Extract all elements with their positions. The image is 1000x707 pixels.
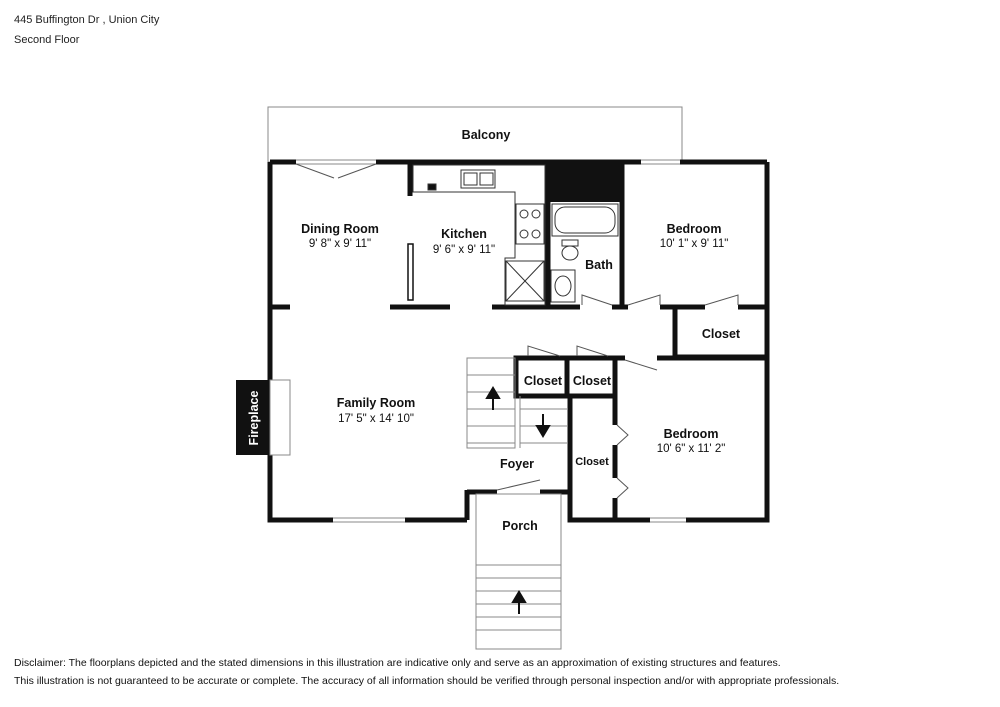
porch-arrow — [513, 592, 525, 614]
disclaimer-line-1: Disclaimer: The floorplans depicted and the stated dimensions in this illustration are indicative only and serve as an approximation of existing structures and features. — [14, 657, 781, 669]
bedroom2-dims: 10' 6" x 11' 2" — [656, 443, 726, 455]
closet-c-label: Closet — [575, 456, 609, 468]
bedroom2-label: Bedroom — [663, 427, 719, 441]
porch-label: Porch — [502, 519, 538, 533]
balcony-label: Balcony — [461, 128, 511, 142]
window-lines — [296, 160, 686, 522]
dining-dims: 9' 8" x 9' 11" — [308, 238, 372, 250]
hearth — [270, 380, 290, 455]
family-dims: 17' 5" x 14' 10" — [338, 413, 414, 425]
dining-label: Dining Room — [301, 222, 379, 236]
kitchen-dims: 9' 6" x 9' 11" — [432, 244, 496, 256]
disclaimer-line-2: This illustration is not guaranteed to be accurate or complete. The accuracy of all information should be verified through personal inspection and/or with appropriate professionals. — [14, 675, 840, 687]
family-label: Family Room — [336, 396, 416, 410]
floor-text: Second Floor — [14, 34, 80, 46]
closet-a-label: Closet — [523, 374, 563, 388]
closet-b-label: Closet — [572, 374, 612, 388]
kitchen-partition — [408, 244, 413, 300]
bath-label: Bath — [585, 258, 613, 272]
kitchen-label: Kitchen — [441, 227, 487, 241]
porch-outline — [476, 494, 561, 649]
bedroom1-label: Bedroom — [666, 222, 722, 236]
fireplace-label: Fireplace — [247, 390, 261, 446]
bath-fixtures — [551, 204, 618, 302]
foyer-label: Foyer — [499, 457, 535, 471]
closet-right-label: Closet — [701, 327, 741, 341]
balcony-door — [296, 164, 376, 178]
address-text: 445 Buffington Dr , Union City — [14, 14, 160, 26]
bedroom1-dims: 10' 1" x 9' 11" — [659, 238, 729, 250]
bath-wall-block — [548, 162, 622, 202]
